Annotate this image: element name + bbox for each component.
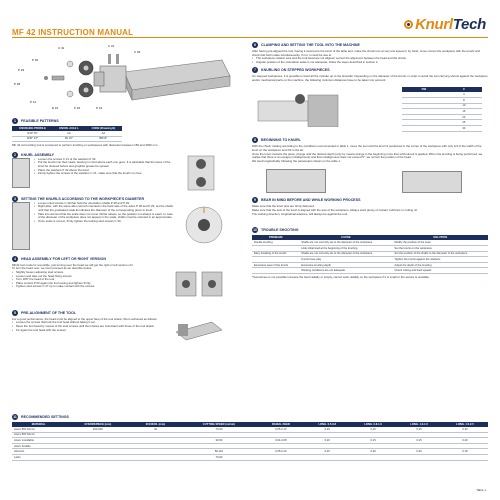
table-row: Acero fundido bbox=[12, 443, 488, 449]
table-row: 25 bbox=[402, 120, 482, 126]
brand-logo bbox=[404, 16, 486, 33]
section-heading: 10 TROUBLE SHOOTING bbox=[253, 228, 299, 233]
section-knurl-assembly: 2 KNURL ASSEMBLY • Loosen the screws C 21 of the washers P 32. • Put the knurls into their seats, bearing in mind where each one goes. It is advisable that the faces of the knurl be cleaned before and graphite grease be spread. • Place the washers P 32 above the knurl. • Firmly tighten the screws of the washers C 21, make sure that the knurls run free. bbox=[12, 152, 238, 192]
section-heading: 4 HEAD ASSEMBLY FOR LEFT OR RIGHT VERSION bbox=[12, 256, 238, 262]
stepped-workpiece-drawing bbox=[256, 91, 346, 127]
table-row: 20 bbox=[402, 114, 482, 120]
section-heading: 3 SETTING THE KNURLS ACCORDING TO THE WORKPIECE'S DIAMETER bbox=[12, 196, 238, 202]
stepped-distance-table: DW C 3 8 10 15 20 25 30 bbox=[402, 87, 482, 131]
section-beginning-to-knurl: 8 BEGINNING TO KNURL With the chuck rotating according to the conditions recommended in table 1, move the tool until the knurl is positioned in the corner of the workpiece with only 1/3 of the width of the knurl on the workpiece and 2/3 in the air. Once the knurl contacts the piece, plunge until the desired depth (only by means plunge in the beginning more than with-stroul) is applied. When the knurling is being performed, we realise that there is an escape (misalignment) and that misalignment does not exceed 5°, we correct the position of the head. We feed longitudinally following the parameters shown on the table 1. bbox=[252, 137, 488, 193]
exploded-tool-drawing bbox=[12, 42, 238, 116]
table-row: Acero 800 N/mm² bbox=[12, 432, 488, 438]
part-label: P 20 bbox=[74, 106, 81, 110]
table-row: R30° AT* BL 15° BR15° bbox=[12, 136, 122, 142]
table-row: Acero inoxidable 30-50 0.04-0.08 0.20 0.15 0.15 0.20 bbox=[12, 438, 488, 444]
recommended-settings-table: MATERIAL Ø WORKPIECE (mm) Ø KNURL (mm) CUTTING SPEED (m/min) RADIAL FEED LONG. 0.5-0.8 LONG. 0.8-1.0 LONG. 1.0-1.5 LONG. 1.5-2.5 Acero 800 N/mm² 200-300 42 70-90 0.05-0.10 0.20 0.20 0.25 0.30 Acero 800 N/mm² Acero inoxidable 30-50 0.04-0.08 0.20 0.15 0.15 0.20 Acero fundido Aluminio 80-110 0.05-0.10 0.20 0.20 0.20 0.18 Latón 70-90 bbox=[12, 422, 488, 461]
section-heading: 11 RECOMMENDED SETTINGS bbox=[13, 415, 69, 419]
section-head-assembly: 4 HEAD ASSEMBLY FOR LEFT OR RIGHT VERSION MF42 tool model is reversible, just turning over the head we will get the right or left version of it. To turn the head over, we must proceed as we describe below: • Slightly loosen adjusting stud screws. • Loosen and take out the head fixing screws. • Turn 180° the head of the tool. • Place screws P 02 again into its housing and tighten firmly. • Tighten stud screws C 27 up to make contact with the screws. bbox=[12, 256, 238, 308]
table-row: Aluminio 80-110 0.05-0.10 0.20 0.20 0.20 0.18 bbox=[12, 449, 488, 455]
section-heading: 1 FEASIBLE PATTERNS bbox=[12, 118, 238, 124]
knurl-start-photo bbox=[266, 169, 326, 193]
table-row: Working conditions are not adequate Check cutting and feed speeds bbox=[252, 268, 488, 274]
part-label: E 15 bbox=[52, 106, 59, 110]
page-title: MF 42 INSTRUCTION MANUAL bbox=[12, 28, 134, 37]
part-label: P 30 bbox=[32, 58, 39, 62]
part-label: P 28 bbox=[14, 82, 21, 86]
table-row: 8 bbox=[402, 97, 482, 103]
knurl-progress-photo bbox=[402, 171, 462, 193]
brand-logo-icon bbox=[404, 20, 413, 29]
patterns-table: KNURLING PROFILE KNURL AXLE L CODE (Drawing B) R30° RT AA AA R30° AT* BL 15° BR15° bbox=[12, 126, 122, 142]
section-heading: 8 BEGINNING TO KNURL bbox=[252, 137, 488, 143]
section-note: MF 42 cut knurling tool is conceived to perform knurling on workpieces with diameters between 150 and 3000 mm. bbox=[12, 143, 159, 148]
section-heading: 5 PRE-ALIGNMENT OF THE TOOL bbox=[12, 310, 238, 316]
shaft-setting-photo bbox=[12, 202, 30, 250]
section-feasible-patterns bbox=[12, 118, 238, 148]
table-caption: Table 1 bbox=[476, 488, 486, 492]
part-label: C 26 bbox=[134, 50, 141, 54]
section-pre-alignment: 5 PRE-ALIGNMENT OF THE TOOL For a good performance, the head must be aligned to the upper face of the tool shank; this is achieved as follows: • Loosen the screws that lock the tool head without taking it out. • Move the tool head by means of the stud screws until them faces are coincident with those of the tool shank. • Fix again the tool head with the screws. bbox=[12, 310, 238, 352]
table-row: Latón 70-90 bbox=[12, 454, 488, 460]
table-row: Little initial feed at the beginning of the knurling Set the knurls on the workpiece bbox=[252, 245, 488, 251]
section-clamping: 6 CLAMPING AND SETTING THE TOOL INTO THE MACHINE After having pre-aligned the tool, having it secured to the turret of the lathe and, make the chuck turn at very low speed or by hand, move correct the workpiece with the knurls and check that both rotate simultaneously. If not, it could be due to: • The workpiece rotation axis and the tool-head are not aligned: correct the alignment between the head and the shank. • Angular position of the orientation axles is not adequate, follow the steps described in section 4. bbox=[252, 42, 488, 64]
part-label: C 21 bbox=[108, 44, 115, 48]
table-row: Acero 800 N/mm² 200-300 42 70-90 0.05-0.10 0.20 0.20 0.25 0.30 bbox=[12, 427, 488, 432]
table-row: 30 bbox=[402, 125, 482, 131]
section-heading: 6 CLAMPING AND SETTING THE TOOL INTO THE MACHINE bbox=[252, 42, 488, 48]
header-rule bbox=[12, 37, 488, 38]
part-label: C 32 bbox=[58, 46, 65, 50]
part-label: P 29 bbox=[18, 68, 25, 72]
left-column bbox=[12, 42, 238, 352]
brand-logo-text: KnurlTech bbox=[415, 16, 486, 33]
table-row: Knurls have play Tighten the knurls against the washers bbox=[252, 257, 488, 263]
knurl-detail-drawing bbox=[182, 154, 222, 192]
table-row: Double knurling Shafts are not correctly set to the diameter of the workpiece Modify the position of the axes bbox=[252, 240, 488, 245]
table-row: 3 bbox=[402, 92, 482, 97]
section-note: *Sometimes is not possible increase the feed radially or simply, cannot work radially on the workpiece if it is small or the secure is unstable. bbox=[252, 274, 430, 279]
head-turn-drawing bbox=[172, 262, 226, 306]
section-heading: 7 KNURLING ON STEPPED WORKPIECES bbox=[252, 67, 488, 73]
section-heading: 2 KNURL ASSEMBLY bbox=[12, 152, 238, 158]
alignment-drawing bbox=[172, 312, 226, 352]
section-trouble-shooting bbox=[252, 227, 488, 279]
table-row: 10 bbox=[402, 103, 482, 109]
table-row: R30° RT AA AA bbox=[12, 131, 122, 136]
section-stepped-workpieces: 7 KNURLING ON STEPPED WORKPIECES On stepped workpieces, it is possible to knurl all the cylinder up to the shoulder. Depending on the diameter of the knurls, in order to avoid the tool carrying shoots against the workpiece and/or mechanical parts on the machine, the following minimum distances have to be taken into account: DW C 3 8 10 15 20 25 30 bbox=[252, 68, 488, 130]
tool-drawing-svg bbox=[12, 42, 238, 116]
table-row: Excessive wear of the knurls Excessive knurling depth Adjust the depth of the knurling bbox=[252, 262, 488, 268]
right-column bbox=[252, 42, 488, 280]
part-label: P 19 bbox=[96, 106, 103, 110]
table-row: Easy breaking of the knurls Shafts are not correctly set to the diameter of the workpiece Set the position of the shafts to the diameter of the workpiece bbox=[252, 251, 488, 257]
section-knurl-setting: 3 SETTING THE KNURLS ACCORDING TO THE WORKPIECE'S DIAMETER • Loosen stud screws C 30 that hold the orientation shafts P 28 and P 29. • Right after, with the same allen wrench inserted in the back side of the axles P 28 and P 29, set the shafts until that the graduated scale E indicates the diameter of the corresponding piece to knurl. • Take into account that the scale does not cover infinite values, so the position not always is exact. In case of the diameter of the workpiece does not appear in the scale, shafts must be oriented in an approximate. • Once scale is correct, firmly tighten the locking stud screws C 30. bbox=[12, 196, 238, 254]
knurl-assembly-photo bbox=[12, 158, 30, 188]
trouble-shooting-table: PROBLEM CAUSE SOLUTION Double knurling Shafts are not correctly set to the diameter of the workpiece Modify the position of the axes Little initial feed at the beginning of the knurling Set the knurls on the workpiece Easy breaking of the knurls Shafts are not correctly set to the diameter of the workpiece Set the position of the shafts to the diameter of the workpiece Knurls have play Tighten the knurls against the washers Excessive wear of the knurls Excessive knurling depth Adjust the depth of the knurling Working conditions are not adequate Check cutting and feed speeds bbox=[252, 235, 488, 274]
section-recommended-settings bbox=[12, 414, 488, 461]
part-label: P 14 bbox=[30, 100, 37, 104]
section-heading: 9 BEAR IN MIND BEFORE AND WHILE WORKING PROCESS bbox=[252, 197, 488, 203]
scale-drawing bbox=[182, 200, 226, 250]
section-bear-in-mind: 9 BEAR IN MIND BEFORE AND WHILE WORKING PROCESS Make sure that the knurl pins are firmly fastened. Make sure that the axis of the knurl is aligned with the axis of the workpiece. Always work plenty of coolant, lubricant or cutting oil. The working direction, longitudinal advance, will always be against the tool. bbox=[252, 197, 488, 223]
table-row: 15 bbox=[402, 109, 482, 115]
